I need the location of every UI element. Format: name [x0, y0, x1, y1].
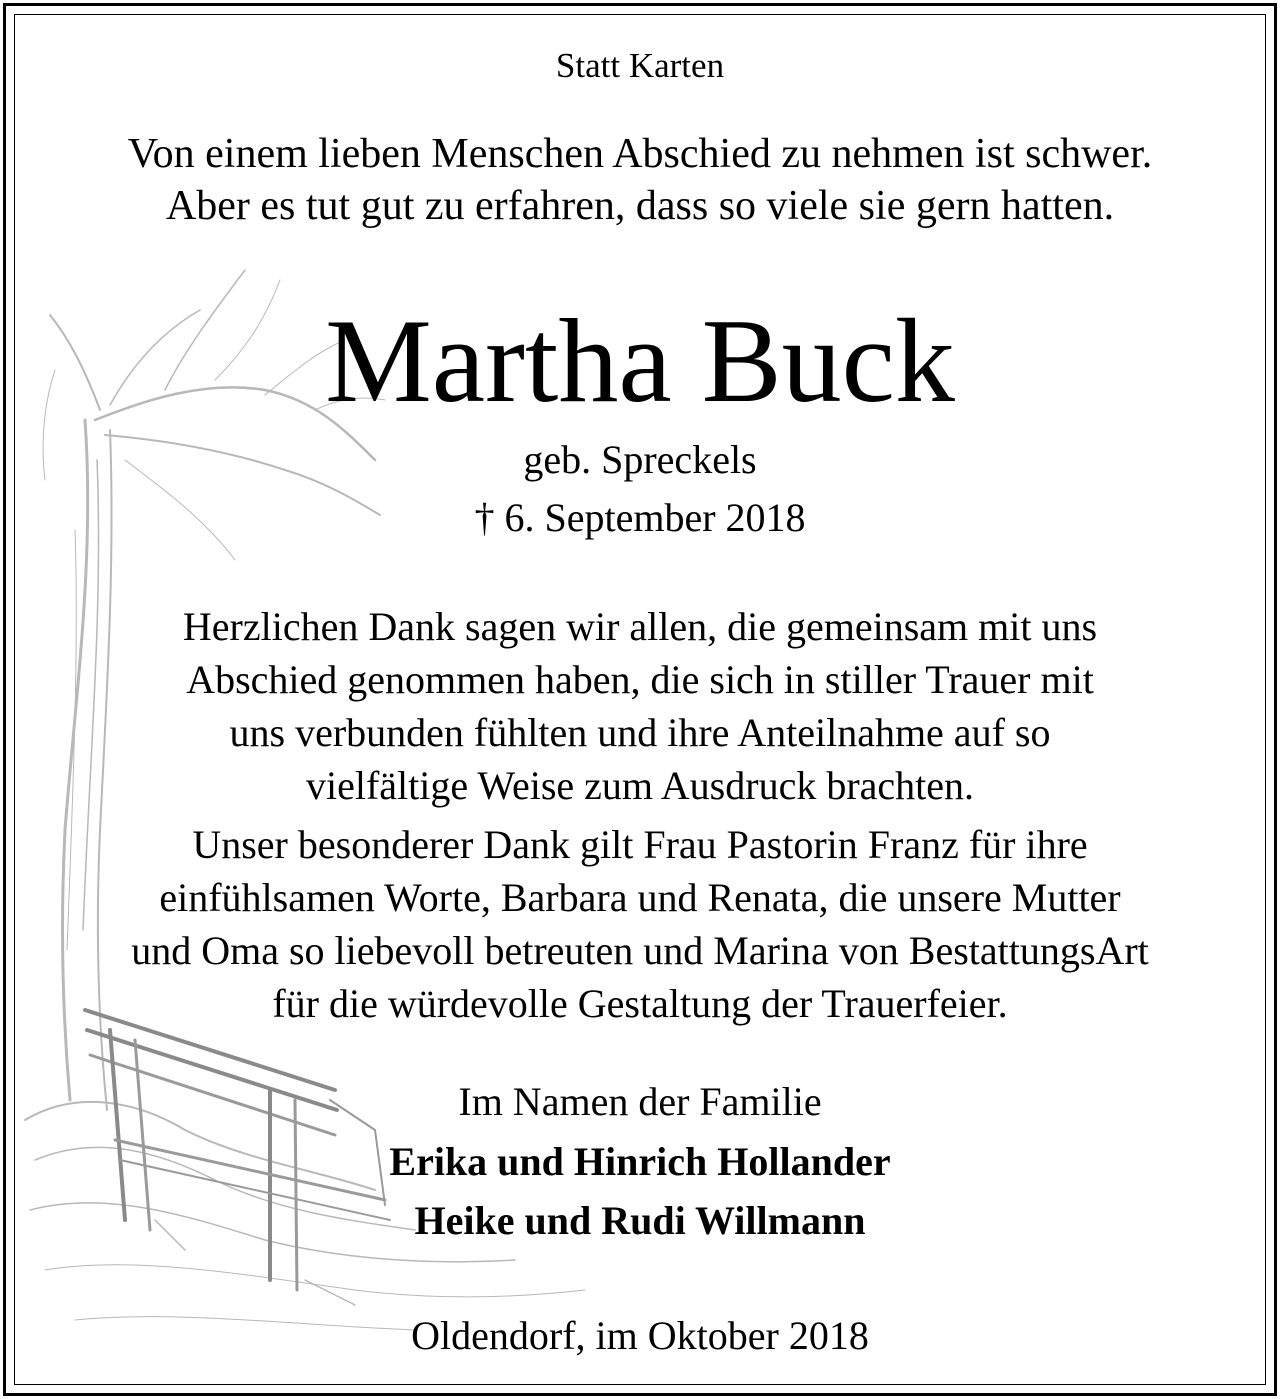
place-date: Oldendorf, im Oktober 2018 — [411, 1313, 869, 1358]
thanks-line: uns verbunden fühlten und ihre Anteilnahme auf so — [229, 710, 1051, 755]
family-name: Heike und Rudi Willmann — [414, 1198, 866, 1243]
thanks-line: Herzlichen Dank sagen wir allen, die gemeinsam mit uns — [182, 604, 1098, 649]
special-thanks-line: für die würdevolle Gestaltung der Trauerfeier. — [272, 981, 1008, 1026]
special-thanks-line: und Oma so liebevoll betreuten und Marina von BestattungsArt — [131, 928, 1149, 973]
special-thanks-line: Unser besonderer Dank gilt Frau Pastorin Franz für ihre — [192, 822, 1088, 867]
thanks-line: vielfältige Weise zum Ausdruck brachten. — [305, 763, 975, 808]
intro-line-2: Aber es tut gut zu erfahren, dass so viele sie gern hatten. — [165, 183, 1115, 229]
special-thanks-line: einfühlsamen Worte, Barbara und Renata, die unsere Mutter — [159, 875, 1121, 920]
thanks-line: Abschied genommen haben, die sich in stiller Trauer mit — [186, 657, 1094, 702]
notice-header: Statt Karten — [555, 46, 725, 85]
intro-line-1: Von einem lieben Menschen Abschied zu nehmen ist schwer. — [127, 131, 1153, 177]
death-date: † 6. September 2018 — [474, 495, 806, 540]
maiden-name: geb. Spreckels — [523, 437, 757, 482]
family-name: Erika und Hinrich Hollander — [389, 1139, 891, 1184]
deceased-name: Martha Buck — [325, 294, 955, 427]
family-intro: Im Namen der Familie — [458, 1079, 822, 1124]
